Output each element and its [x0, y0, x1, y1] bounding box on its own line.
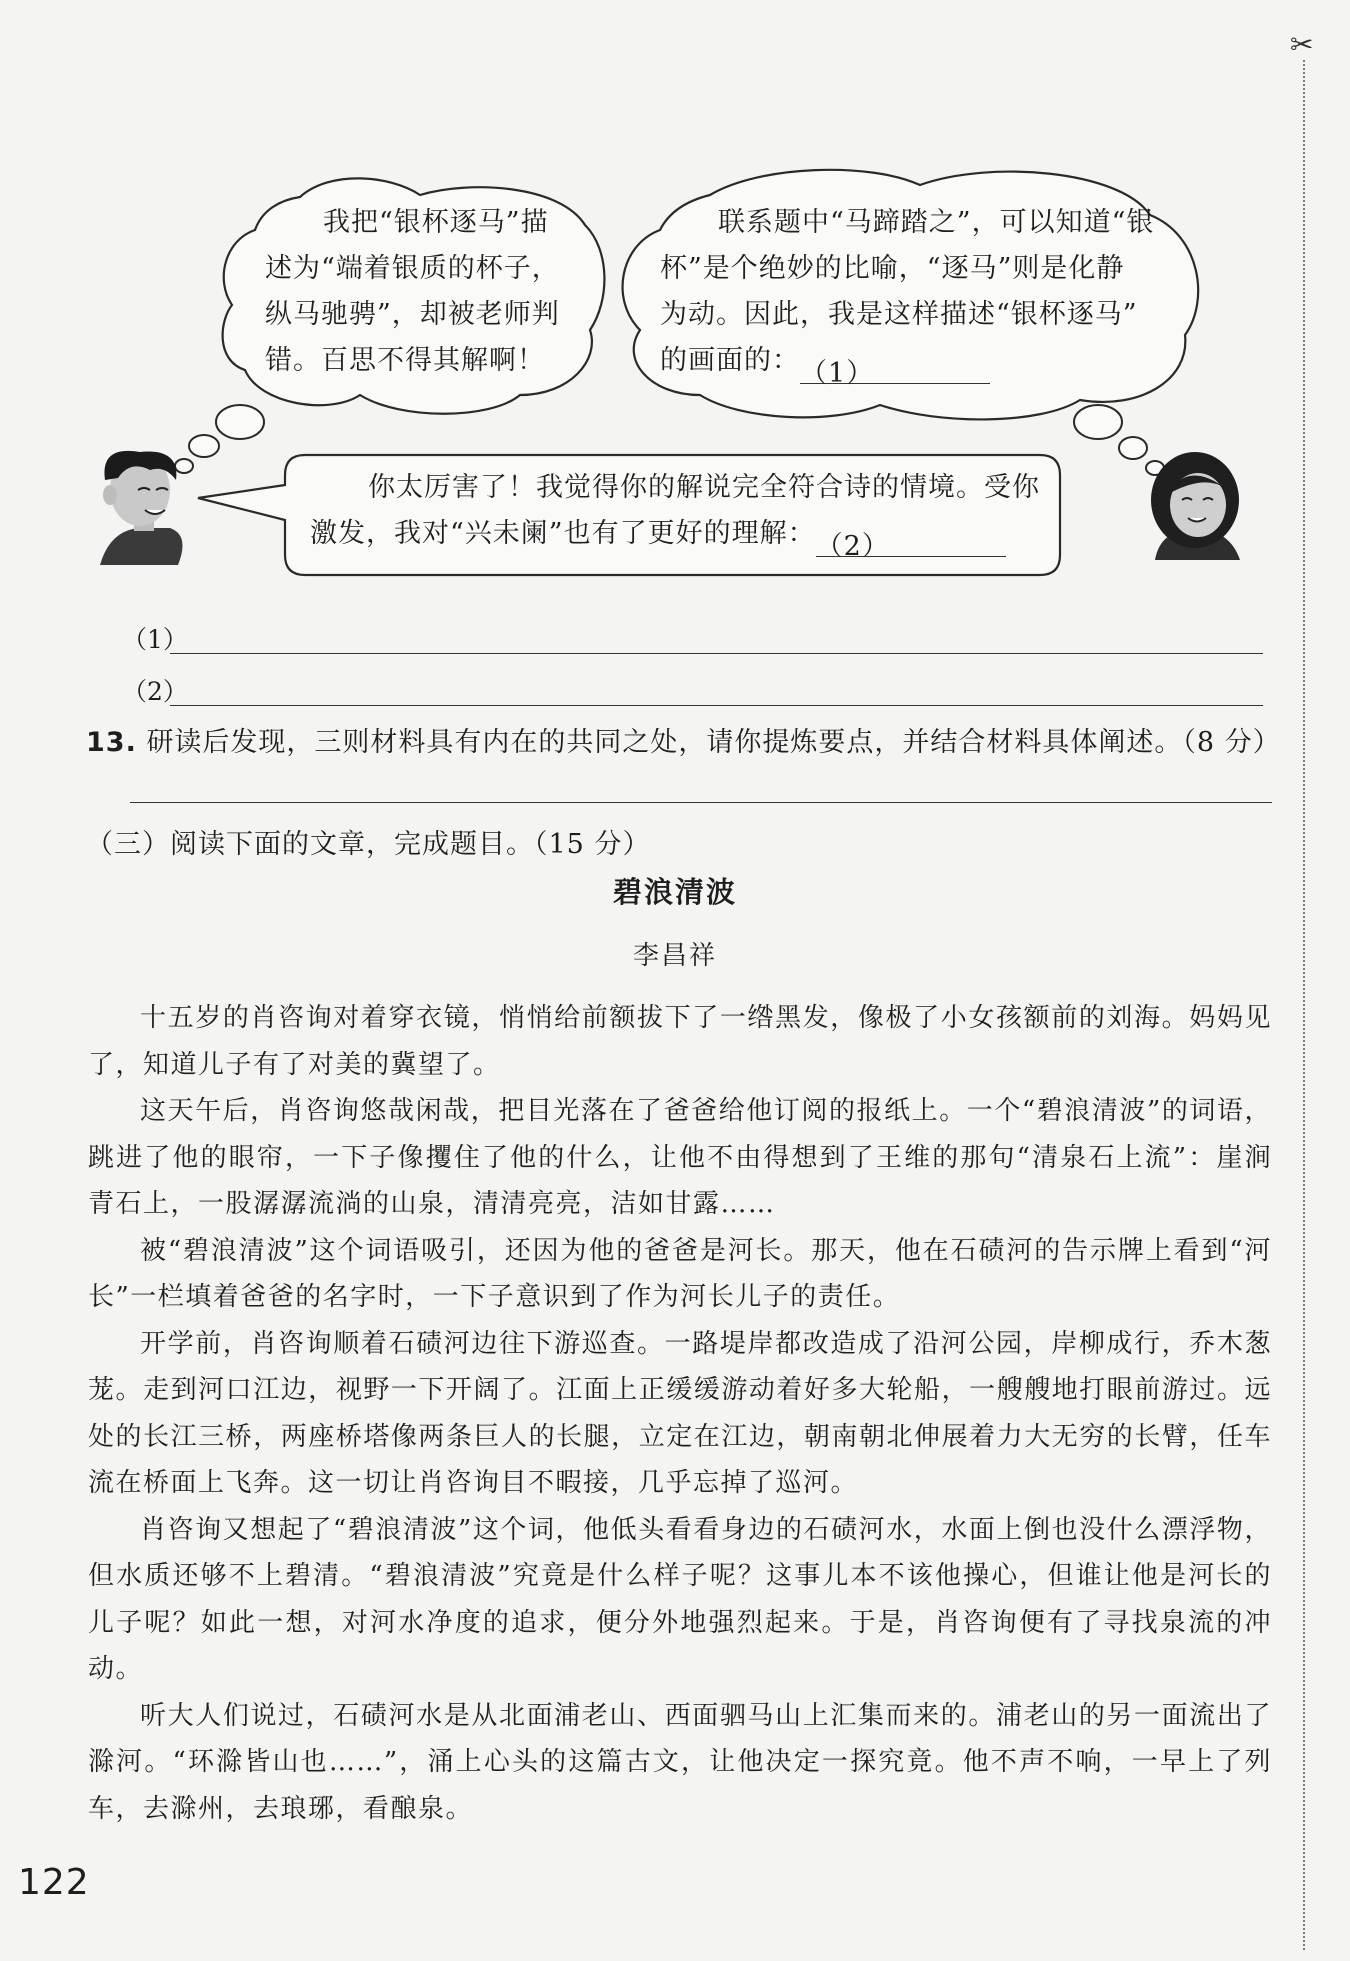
page-number: 122 — [18, 1862, 90, 1903]
left-bubble-line: 述为“端着银质的杯子， — [265, 253, 560, 284]
article-paragraph: 开学前，肖咨询顺着石碛河边往下游巡查。一路堤岸都改造成了沿河公园，岸柳成行，乔木葱茏。走到河口江边，视野一下开阔了。江面上正缓缓游动着好多大轮船，一艘艘地打眼前游过。远处的长江三桥，两座桥塔像两条巨人的长腿，立定在江边，朝南朝北伸展着力大无穷的长臂，任车流在桥面上飞奔。这一切让肖咨询目不暇接，几乎忘掉了巡河。 — [88, 1328, 1272, 1498]
question-13 — [86, 720, 1281, 759]
question-text: 研读后发现，三则材料具有内在的共同之处，请你提炼要点，并结合材料具体阐述。（8 分） — [146, 727, 1281, 758]
article-body — [88, 995, 1272, 1832]
article-paragraph: 肖咨询又想起了“碧浪清波”这个词，他低头看看身边的石碛河水，水面上倒也没什么漂浮物，但水质还够不上碧清。“碧浪清波”究竟是什么样子呢？这事儿本不该他操心，但谁让他是河长的儿子呢？如此一想，对河水净度的追求，便分外地强烈起来。于是，肖咨询便有了寻找泉流的冲动。 — [88, 1514, 1272, 1684]
section-heading: （三）阅读下面的文章，完成题目。（15 分） — [86, 829, 651, 860]
girl-avatar — [1151, 452, 1240, 560]
scissors-icon: ✂ — [1290, 28, 1314, 61]
article-paragraph: 被“碧浪清波”这个词语吸引，还因为他的爸爸是河长。那天，他在石碛河的告示牌上看到“河长”一栏填着爸爸的名字时，一下子意识到了作为河长儿子的责任。 — [88, 1235, 1272, 1312]
right-bubble-line: 的画面的： — [660, 345, 800, 376]
left-bubble-text — [265, 200, 595, 384]
left-bubble-line: 纵马驰骋”，却被老师判 — [265, 299, 560, 330]
blank-1-field[interactable] — [800, 351, 990, 389]
article-title: 碧浪清波 — [612, 875, 737, 909]
right-bubble-text — [660, 200, 1180, 389]
answer-label-2: （2） — [122, 677, 188, 706]
blank-2-label: （2） — [815, 531, 890, 562]
left-bubble-line: 错。百思不得其解啊！ — [265, 345, 545, 376]
article-paragraph: 听大人们说过，石碛河水是从北面浦老山、西面驷马山上汇集而来的。浦老山的另一面流出了滁河。“环滁皆山也……”，涌上心头的这篇古文，让他决定一探究竟。他不声不响，一早上了列车，去滁州，去琅琊，看酿泉。 — [88, 1700, 1272, 1824]
right-bubble-line: 杯”是个绝妙的比喻，“逐马”则是化静 — [660, 253, 1125, 284]
answer-label-1: （1） — [122, 625, 188, 654]
right-bubble-line: 联系题中“马蹄踏之”，可以知道“银 — [718, 207, 1155, 238]
article-paragraph: 这天午后，肖咨询悠哉闲哉，把目光落在了爸爸给他订阅的报纸上。一个“碧浪清波”的词语，跳进了他的眼帘，一下子像攫住了他的什么，让他不由得想到了王维的那句“清泉石上流”：崖涧青石上，一股潺潺流淌的山泉，清清亮亮，洁如甘露…… — [88, 1096, 1272, 1219]
speech-bubble-text — [310, 465, 1050, 562]
blank-1-label: （1） — [800, 358, 875, 389]
answer-line-1[interactable] — [122, 620, 188, 656]
boy-avatar — [100, 451, 183, 565]
speech-bubble-line: 激发，我对“兴未阑”也有了更好的理解： — [310, 518, 816, 549]
right-bubble-line: 为动。因此，我是这样描述“银杯逐马” — [660, 299, 1138, 330]
article-paragraph: 十五岁的肖咨询对着穿衣镜，悄悄给前额拔下了一绺黑发，像极了小女孩额前的刘海。妈妈见了，知道儿子有了对美的冀望了。 — [88, 1003, 1272, 1080]
answer-line-13[interactable] — [130, 802, 1272, 803]
left-bubble-line: 我把“银杯逐马”描 — [323, 207, 549, 238]
speech-bubble-line: 你太厉害了！我觉得你的解说完全符合诗的情境。受你 — [368, 472, 1040, 503]
answer-line-2[interactable] — [122, 672, 188, 708]
question-number: 13. — [86, 727, 137, 758]
blank-2-field[interactable] — [815, 524, 1006, 562]
article-author: 李昌祥 — [632, 941, 717, 971]
